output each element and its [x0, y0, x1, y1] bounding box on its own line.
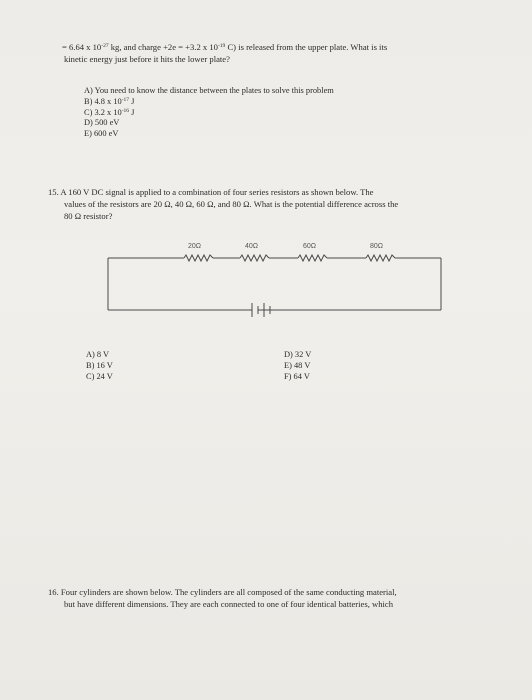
resistor-80-zigzag — [366, 255, 395, 261]
resistor-label-60: 60Ω — [303, 243, 317, 250]
q14-options — [84, 86, 334, 140]
q15-options-left — [86, 350, 113, 382]
series-circuit-diagram — [100, 234, 445, 320]
q15-line-3: 80 Ω resistor? — [64, 211, 113, 221]
q14-line-2: kinetic energy just before it hits the lower plate? — [64, 54, 230, 64]
q14-option-a: A) You need to know the distance between the plates to solve this problem — [84, 86, 334, 95]
resistor-label-80: 80Ω — [370, 243, 384, 250]
q16-line-2: but have different dimensions. They are each connected to one of four identical batteries, which — [64, 599, 393, 609]
q15-option-e: E) 48 V — [284, 360, 311, 370]
resistor-60-zigzag — [298, 255, 327, 261]
q15-option-b: B) 16 V — [86, 360, 113, 370]
resistor-20-zigzag — [184, 255, 213, 261]
resistor-label-20: 20Ω — [188, 243, 202, 250]
q15-option-f: F) 64 V — [284, 371, 310, 381]
q15-line-2: values of the resistors are 20 Ω, 40 Ω, 60 Ω, and 80 Ω. What is the potential difference across the — [64, 199, 399, 209]
q14-option-e: E) 600 eV — [84, 129, 119, 139]
resistor-label-40: 40Ω — [245, 243, 259, 250]
q15-option-d: D) 32 V — [284, 350, 312, 359]
q15-option-a: A) 8 V — [86, 350, 110, 359]
q14-option-c: C) 3.2 x $10^{-16}$ J — [84, 107, 135, 117]
q14-line-1: = 6.64 x $10^{-27}$ kg, and charge +2e = +3.2 x $10^{-19}$ C) is released from the upper plate. What is its — [62, 42, 388, 52]
q16-line-1: 16. Four cylinders are shown below. The cylinders are all composed of the same conducting material, — [48, 587, 397, 597]
q14-option-d: D) 500 eV — [84, 118, 120, 128]
q15-options-right — [284, 350, 311, 382]
q15-option-c: C) 24 V — [86, 371, 113, 381]
resistor-40-zigzag — [240, 255, 269, 261]
q15-line-1: 15. A 160 V DC signal is applied to a combination of four series resistors as shown below. The — [48, 187, 374, 197]
q14-option-b: B) 4.8 x $10^{-17}$ J — [84, 96, 135, 106]
